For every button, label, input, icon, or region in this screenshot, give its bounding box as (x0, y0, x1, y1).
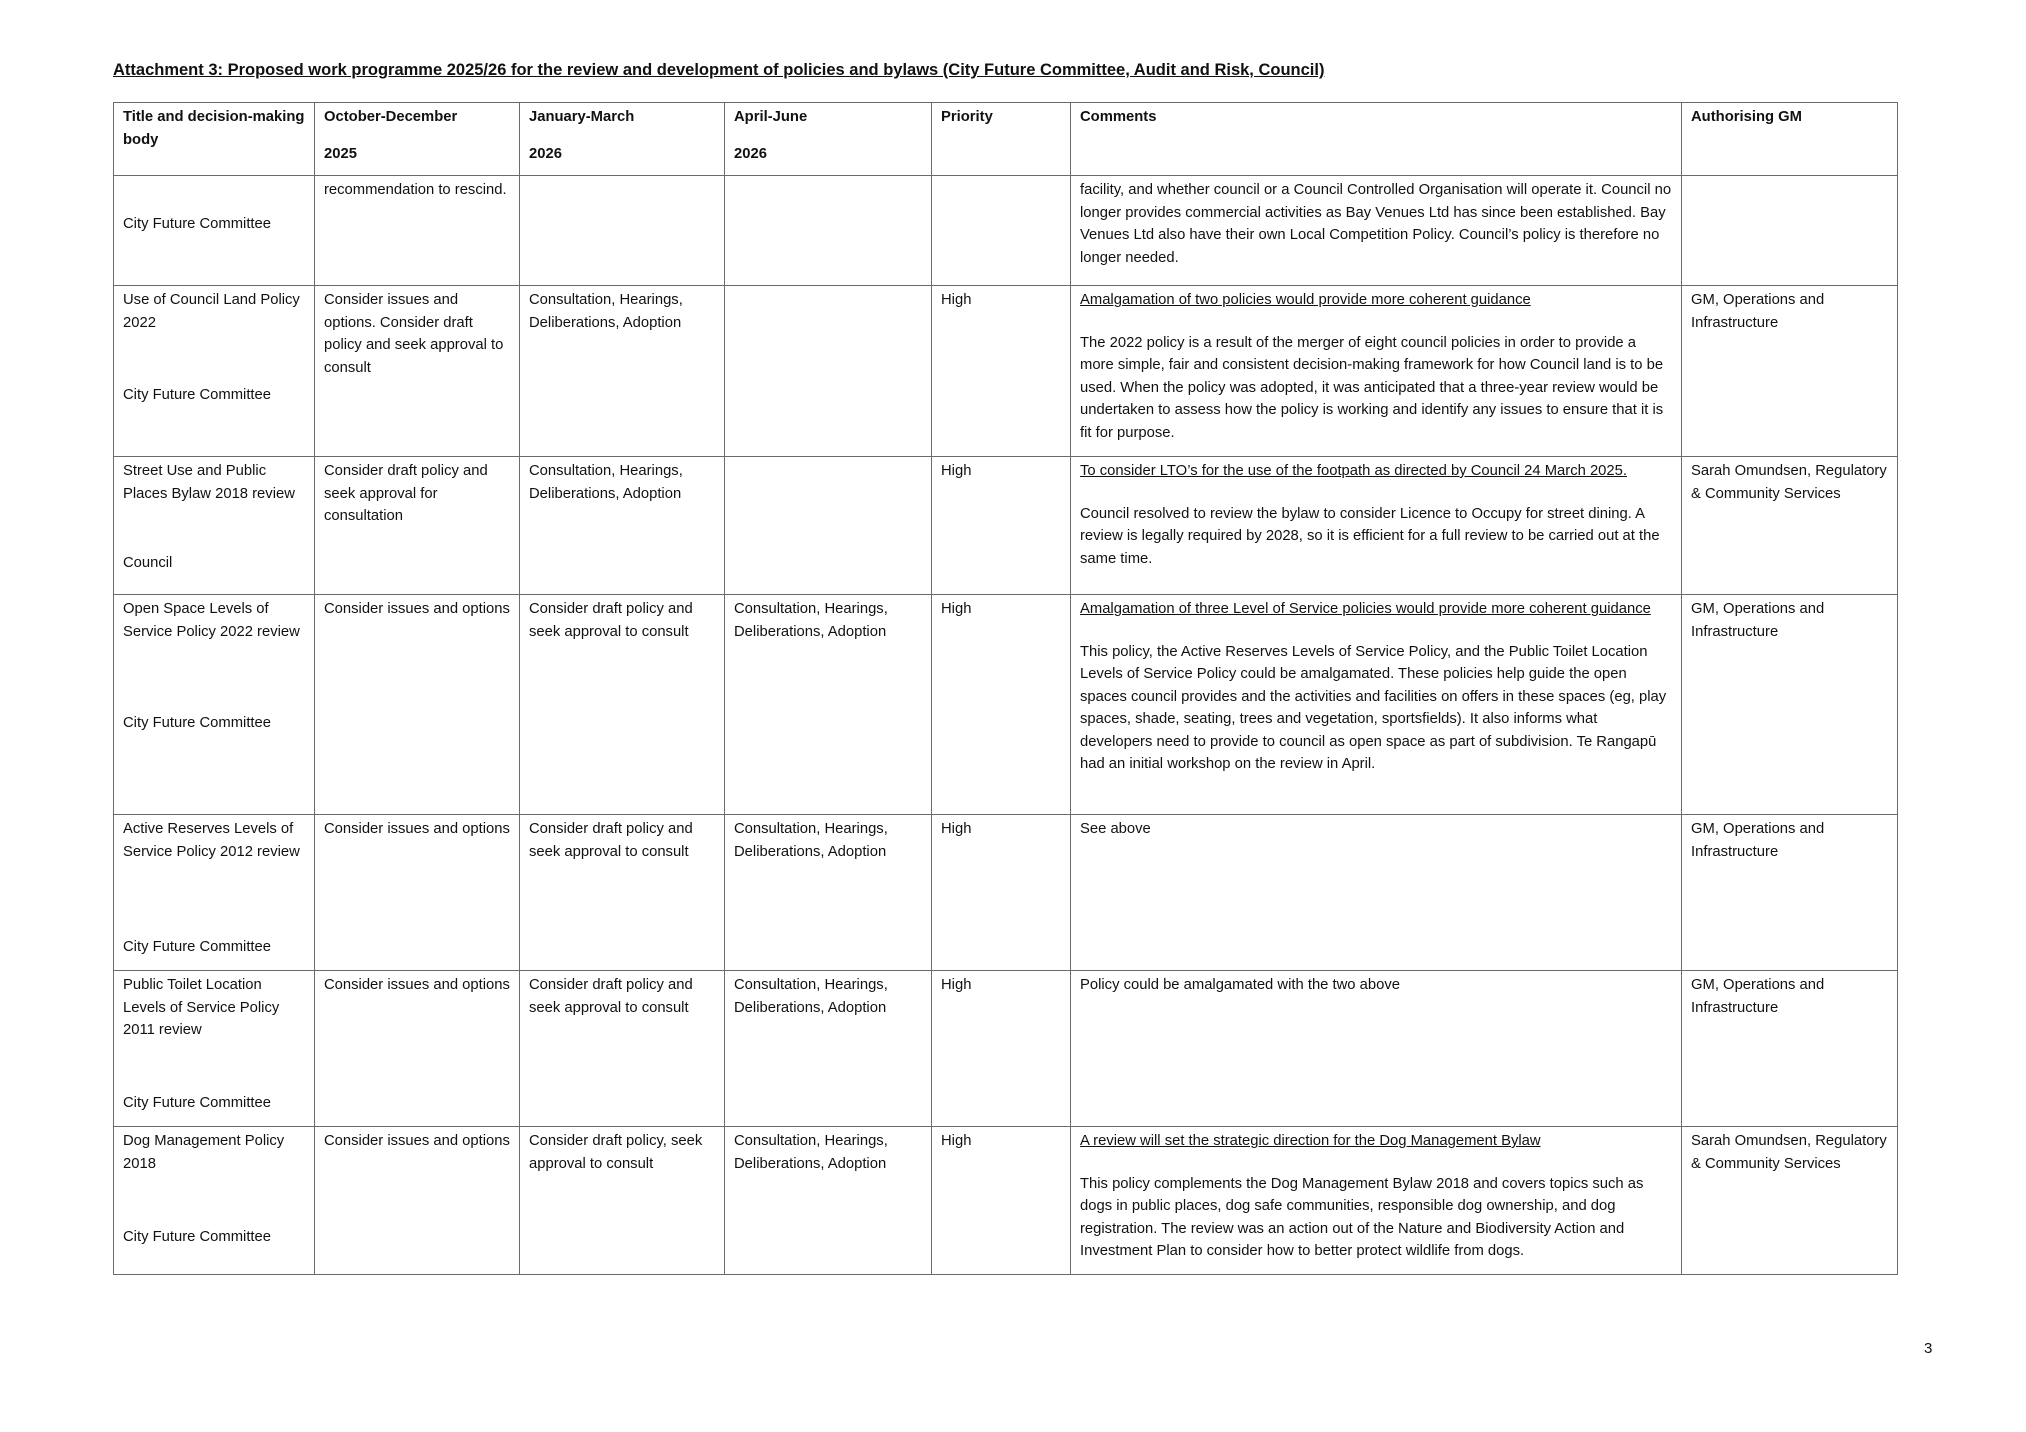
cell-priority (932, 176, 1071, 286)
comment-text: Council resolved to review the bylaw to consider Licence to Occupy for street dining. A review is legally required by 2028, so it is efficient for a full review to be carried out at the same time. (1080, 505, 1660, 567)
comment-lead: Amalgamation of three Level of Service policies would provide more coherent guidance (1080, 601, 1651, 617)
cell-q3 (725, 176, 932, 286)
header-title: Title and decision-making body (114, 103, 315, 176)
cell-q1: Consider issues and options. Consider draft policy and seek approval to consult (315, 286, 520, 457)
cell-priority: High (932, 595, 1071, 815)
cell-q1: Consider issues and options (315, 815, 520, 971)
cell-title: Use of Council Land Policy 2022 City Future Committee (114, 286, 315, 457)
header-q1: October-December 2025 (315, 103, 520, 176)
comment-text: This policy complements the Dog Management Bylaw 2018 and covers topics such as dogs in public places, dog safe communities, responsible dog ownership, and dog registration. The review was an action out of the Nature and Biodiversity Action and Investment Plan to consider how to better protect wildlife from dogs. (1080, 1175, 1644, 1259)
header-gm: Authorising GM (1682, 103, 1898, 176)
cell-gm: GM, Operations and Infrastructure (1682, 971, 1898, 1127)
cell-comments (1071, 971, 1682, 1127)
cell-title: Street Use and Public Places Bylaw 2018 review Council (114, 457, 315, 595)
header-q1-year: 2025 (324, 145, 357, 162)
table-row (114, 595, 1898, 815)
comment-text: The 2022 policy is a result of the merger of eight council policies in order to provide a more simple, fair and consistent decision-making framework for how Council land is to be used. When the policy was adopted, it was anticipated that a three-year review would be undertaken to assess how the policy is working and identify any issues to ensure that it is fit for purpose. (1080, 334, 1664, 441)
cell-gm: Sarah Omundsen, Regulatory & Community Services (1682, 457, 1898, 595)
decision-body: City Future Committee (123, 1094, 272, 1111)
decision-body: City Future Committee (123, 1228, 272, 1245)
header-q2: January-March 2026 (520, 103, 725, 176)
table-row (114, 176, 1898, 286)
cell-q2: Consider draft policy and seek approval to consult (520, 595, 725, 815)
cell-comments (1071, 286, 1682, 457)
decision-body: City Future Committee (123, 215, 272, 232)
cell-title: Active Reserves Levels of Service Policy 2012 review City Future Committee (114, 815, 315, 971)
cell-q2: Consultation, Hearings, Deliberations, Adoption (520, 286, 725, 457)
cell-q3: Consultation, Hearings, Deliberations, Adoption (725, 595, 932, 815)
header-q3: April-June 2026 (725, 103, 932, 176)
cell-q3 (725, 457, 932, 595)
comment-lead: Amalgamation of two policies would provide more coherent guidance (1080, 292, 1531, 308)
cell-gm: GM, Operations and Infrastructure (1682, 815, 1898, 971)
cell-q1: recommendation to rescind. (315, 176, 520, 286)
decision-body: City Future Committee (123, 938, 272, 955)
decision-body: City Future Committee (123, 714, 272, 731)
cell-comments (1071, 815, 1682, 971)
table-row (114, 286, 1898, 457)
cell-priority: High (932, 815, 1071, 971)
comment-lead: To consider LTO’s for the use of the footpath as directed by Council 24 March 2025. (1080, 463, 1627, 479)
cell-q3: Consultation, Hearings, Deliberations, Adoption (725, 815, 932, 971)
page-number: 3 (1924, 1340, 1933, 1357)
header-priority: Priority (932, 103, 1071, 176)
header-comments: Comments (1071, 103, 1682, 176)
cell-q1: Consider draft policy and seek approval for consultation (315, 457, 520, 595)
cell-priority: High (932, 286, 1071, 457)
comment-text: Policy could be amalgamated with the two above (1080, 977, 1400, 993)
header-q3-year: 2026 (734, 145, 767, 162)
cell-q2: Consider draft policy and seek approval to consult (520, 815, 725, 971)
cell-gm: GM, Operations and Infrastructure (1682, 595, 1898, 815)
cell-q3: Consultation, Hearings, Deliberations, Adoption (725, 971, 932, 1127)
decision-body: Council (123, 554, 173, 571)
cell-comments (1071, 457, 1682, 595)
cell-title (114, 176, 315, 286)
cell-gm: Sarah Omundsen, Regulatory & Community Services (1682, 1127, 1898, 1275)
cell-gm (1682, 176, 1898, 286)
cell-title: Open Space Levels of Service Policy 2022 review City Future Committee (114, 595, 315, 815)
table-row (114, 971, 1898, 1127)
table-row (114, 1127, 1898, 1275)
cell-priority: High (932, 457, 1071, 595)
page-title: Attachment 3: Proposed work programme 2025/26 for the review and development of policies and bylaws (City Future Committee, Audit and Risk, Council) (113, 61, 1325, 79)
decision-body: City Future Committee (123, 386, 272, 403)
cell-q3 (725, 286, 932, 457)
cell-q1: Consider issues and options (315, 971, 520, 1127)
cell-priority: High (932, 1127, 1071, 1275)
table-row (114, 457, 1898, 595)
cell-comments (1071, 1127, 1682, 1275)
comment-text: This policy, the Active Reserves Levels of Service Policy, and the Public Toilet Location Levels of Service Policy could be amalgamated. These policies help guide the open spaces council provides and the activities and facilities on offers in these spaces (eg, play spaces, shade, seating, trees and vegetation, sportsfields). It also informs what developers need to provide to council as open space as part of subdivision. Te Rangapū had an initial workshop on the review in April. (1080, 643, 1667, 772)
cell-title: Public Toilet Location Levels of Service Policy 2011 review City Future Committee (114, 971, 315, 1127)
table-row (114, 815, 1898, 971)
cell-q1: Consider issues and options (315, 595, 520, 815)
cell-q2: Consider draft policy and seek approval to consult (520, 971, 725, 1127)
cell-comments (1071, 595, 1682, 815)
comment-text: See above (1080, 821, 1151, 837)
cell-q2: Consider draft policy, seek approval to consult (520, 1127, 725, 1275)
cell-q1: Consider issues and options (315, 1127, 520, 1275)
cell-q2: Consultation, Hearings, Deliberations, Adoption (520, 457, 725, 595)
header-q2-year: 2026 (529, 145, 562, 162)
cell-title: Dog Management Policy 2018 City Future Committee (114, 1127, 315, 1275)
cell-priority: High (932, 971, 1071, 1127)
cell-q3: Consultation, Hearings, Deliberations, Adoption (725, 1127, 932, 1275)
cell-gm: GM, Operations and Infrastructure (1682, 286, 1898, 457)
cell-comments (1071, 176, 1682, 286)
cell-q2 (520, 176, 725, 286)
comment-lead: A review will set the strategic direction for the Dog Management Bylaw (1080, 1133, 1541, 1149)
table-header-row (114, 103, 1898, 176)
work-programme-table (113, 102, 1898, 1275)
comment-text: facility, and whether council or a Council Controlled Organisation will operate it. Council no longer provides commercial activities as Bay Venues Ltd has since been established. Bay Venues Ltd also have their own Local Competition Policy. Council’s policy is therefore no longer needed. (1080, 182, 1672, 266)
